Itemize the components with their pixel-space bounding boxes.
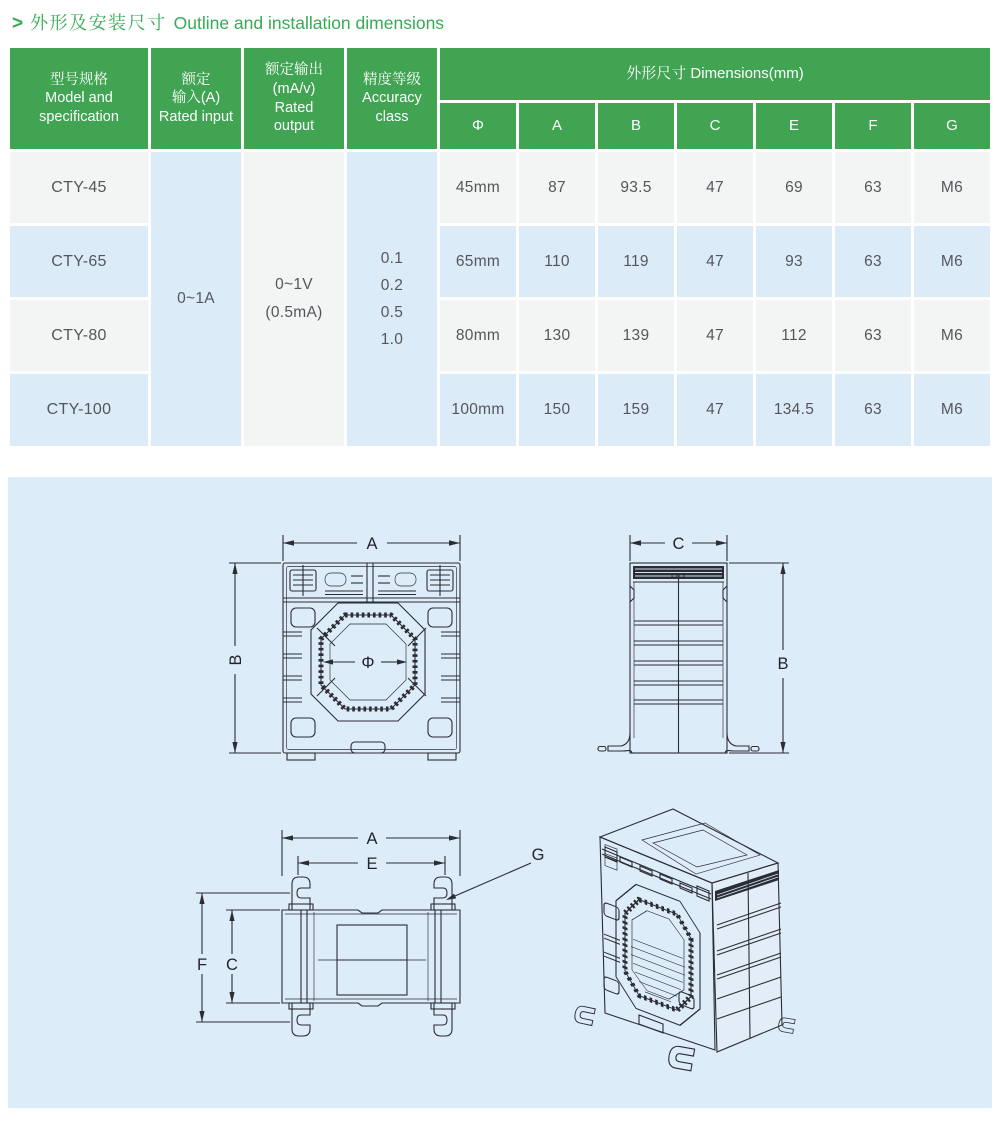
header-line: 额定输出 — [265, 62, 323, 79]
dim-cell-b: 93.5 — [598, 152, 674, 223]
dim-cell-a: 150 — [519, 374, 595, 446]
dim-cell-e: 112 — [756, 300, 832, 371]
header-col-g: G — [914, 103, 990, 149]
dim-label-c-side: C — [672, 535, 685, 553]
rated-input-merged-cell: 0~1A — [151, 152, 241, 446]
dim-cell-f: 63 — [835, 226, 911, 297]
accuracy-class: 0.2 — [380, 277, 404, 294]
dim-label-f-top: F — [196, 956, 208, 974]
dim-cell-b: 159 — [598, 374, 674, 446]
dim-cell-e: 134.5 — [756, 374, 832, 446]
accuracy-merged-cell — [347, 152, 437, 446]
dim-label-b-front: B — [227, 654, 245, 666]
header-line: 精度等级 — [363, 71, 421, 88]
dim-cell-a: 130 — [519, 300, 595, 371]
header-line: 额定 — [181, 71, 211, 88]
dim-cell-a: 110 — [519, 226, 595, 297]
accuracy-class: 0.1 — [380, 250, 404, 267]
drawings-panel — [8, 477, 992, 1108]
accuracy-class: 1.0 — [380, 331, 404, 348]
header-line: Model and — [45, 90, 113, 107]
header-accuracy-class — [347, 48, 437, 149]
dim-cell-g: M6 — [914, 152, 990, 223]
model-cell: CTY-80 — [10, 300, 148, 371]
model-cell: CTY-65 — [10, 226, 148, 297]
header-col-c: C — [677, 103, 753, 149]
dim-label-phi-front: Φ — [361, 654, 375, 672]
side-view-drawing — [595, 528, 795, 763]
dim-cell-e: 93 — [756, 226, 832, 297]
header-dimensions-group: 外形尺寸 Dimensions(mm) — [440, 48, 990, 100]
title-marker-icon: > — [12, 13, 24, 34]
isometric-view-drawing — [575, 805, 815, 1070]
dim-label-a-front: A — [366, 535, 378, 553]
dim-label-b-side: B — [777, 655, 789, 673]
rated-output-line: (0.5mA) — [265, 304, 323, 321]
dim-label-c-top: C — [226, 956, 238, 974]
header-line: 输入(A) — [171, 90, 221, 107]
dim-cell-f: 63 — [835, 374, 911, 446]
top-view-drawing — [190, 820, 560, 1048]
dim-cell-phi: 80mm — [440, 300, 516, 371]
dimensions-spec-table — [10, 48, 990, 446]
header-col-phi: Φ — [440, 103, 516, 149]
header-col-a: A — [519, 103, 595, 149]
dim-cell-b: 139 — [598, 300, 674, 371]
dim-cell-f: 63 — [835, 152, 911, 223]
dim-cell-g: M6 — [914, 374, 990, 446]
front-view-drawing — [205, 528, 485, 763]
header-line: specification — [39, 108, 119, 125]
dim-label-a-top: A — [366, 830, 378, 848]
rated-output-merged-cell — [244, 152, 344, 446]
header-line: Rated input — [158, 108, 234, 125]
title-english: Outline and installation dimensions — [173, 13, 445, 33]
header-line: Accuracy — [362, 90, 422, 107]
header-rated-input — [151, 48, 241, 149]
header-col-f: F — [835, 103, 911, 149]
dim-cell-e: 69 — [756, 152, 832, 223]
header-line: Rated — [274, 99, 314, 116]
dim-cell-c: 47 — [677, 300, 753, 371]
dim-cell-g: M6 — [914, 300, 990, 371]
header-rated-output — [244, 48, 344, 149]
dim-cell-c: 47 — [677, 374, 753, 446]
dim-cell-phi: 65mm — [440, 226, 516, 297]
dim-cell-c: 47 — [677, 152, 753, 223]
header-model — [10, 48, 148, 149]
dim-label-e-top: E — [366, 855, 378, 873]
page-title — [12, 9, 444, 35]
dim-cell-c: 47 — [677, 226, 753, 297]
rated-output-line: 0~1V — [275, 276, 313, 293]
title-chinese: 外形及安装尺寸 — [30, 13, 167, 33]
dim-cell-f: 63 — [835, 300, 911, 371]
model-cell: CTY-100 — [10, 374, 148, 446]
header-line: class — [375, 108, 409, 125]
header-col-e: E — [756, 103, 832, 149]
dim-cell-a: 87 — [519, 152, 595, 223]
accuracy-class: 0.5 — [380, 304, 404, 321]
header-line: 型号规格 — [50, 71, 108, 88]
header-col-b: B — [598, 103, 674, 149]
model-cell: CTY-45 — [10, 152, 148, 223]
dim-cell-phi: 45mm — [440, 152, 516, 223]
dim-cell-b: 119 — [598, 226, 674, 297]
dim-label-g-top: G — [531, 846, 545, 864]
header-line: (mA/v) — [272, 80, 316, 97]
dim-cell-g: M6 — [914, 226, 990, 297]
dim-cell-phi: 100mm — [440, 374, 516, 446]
header-line: output — [273, 118, 315, 135]
